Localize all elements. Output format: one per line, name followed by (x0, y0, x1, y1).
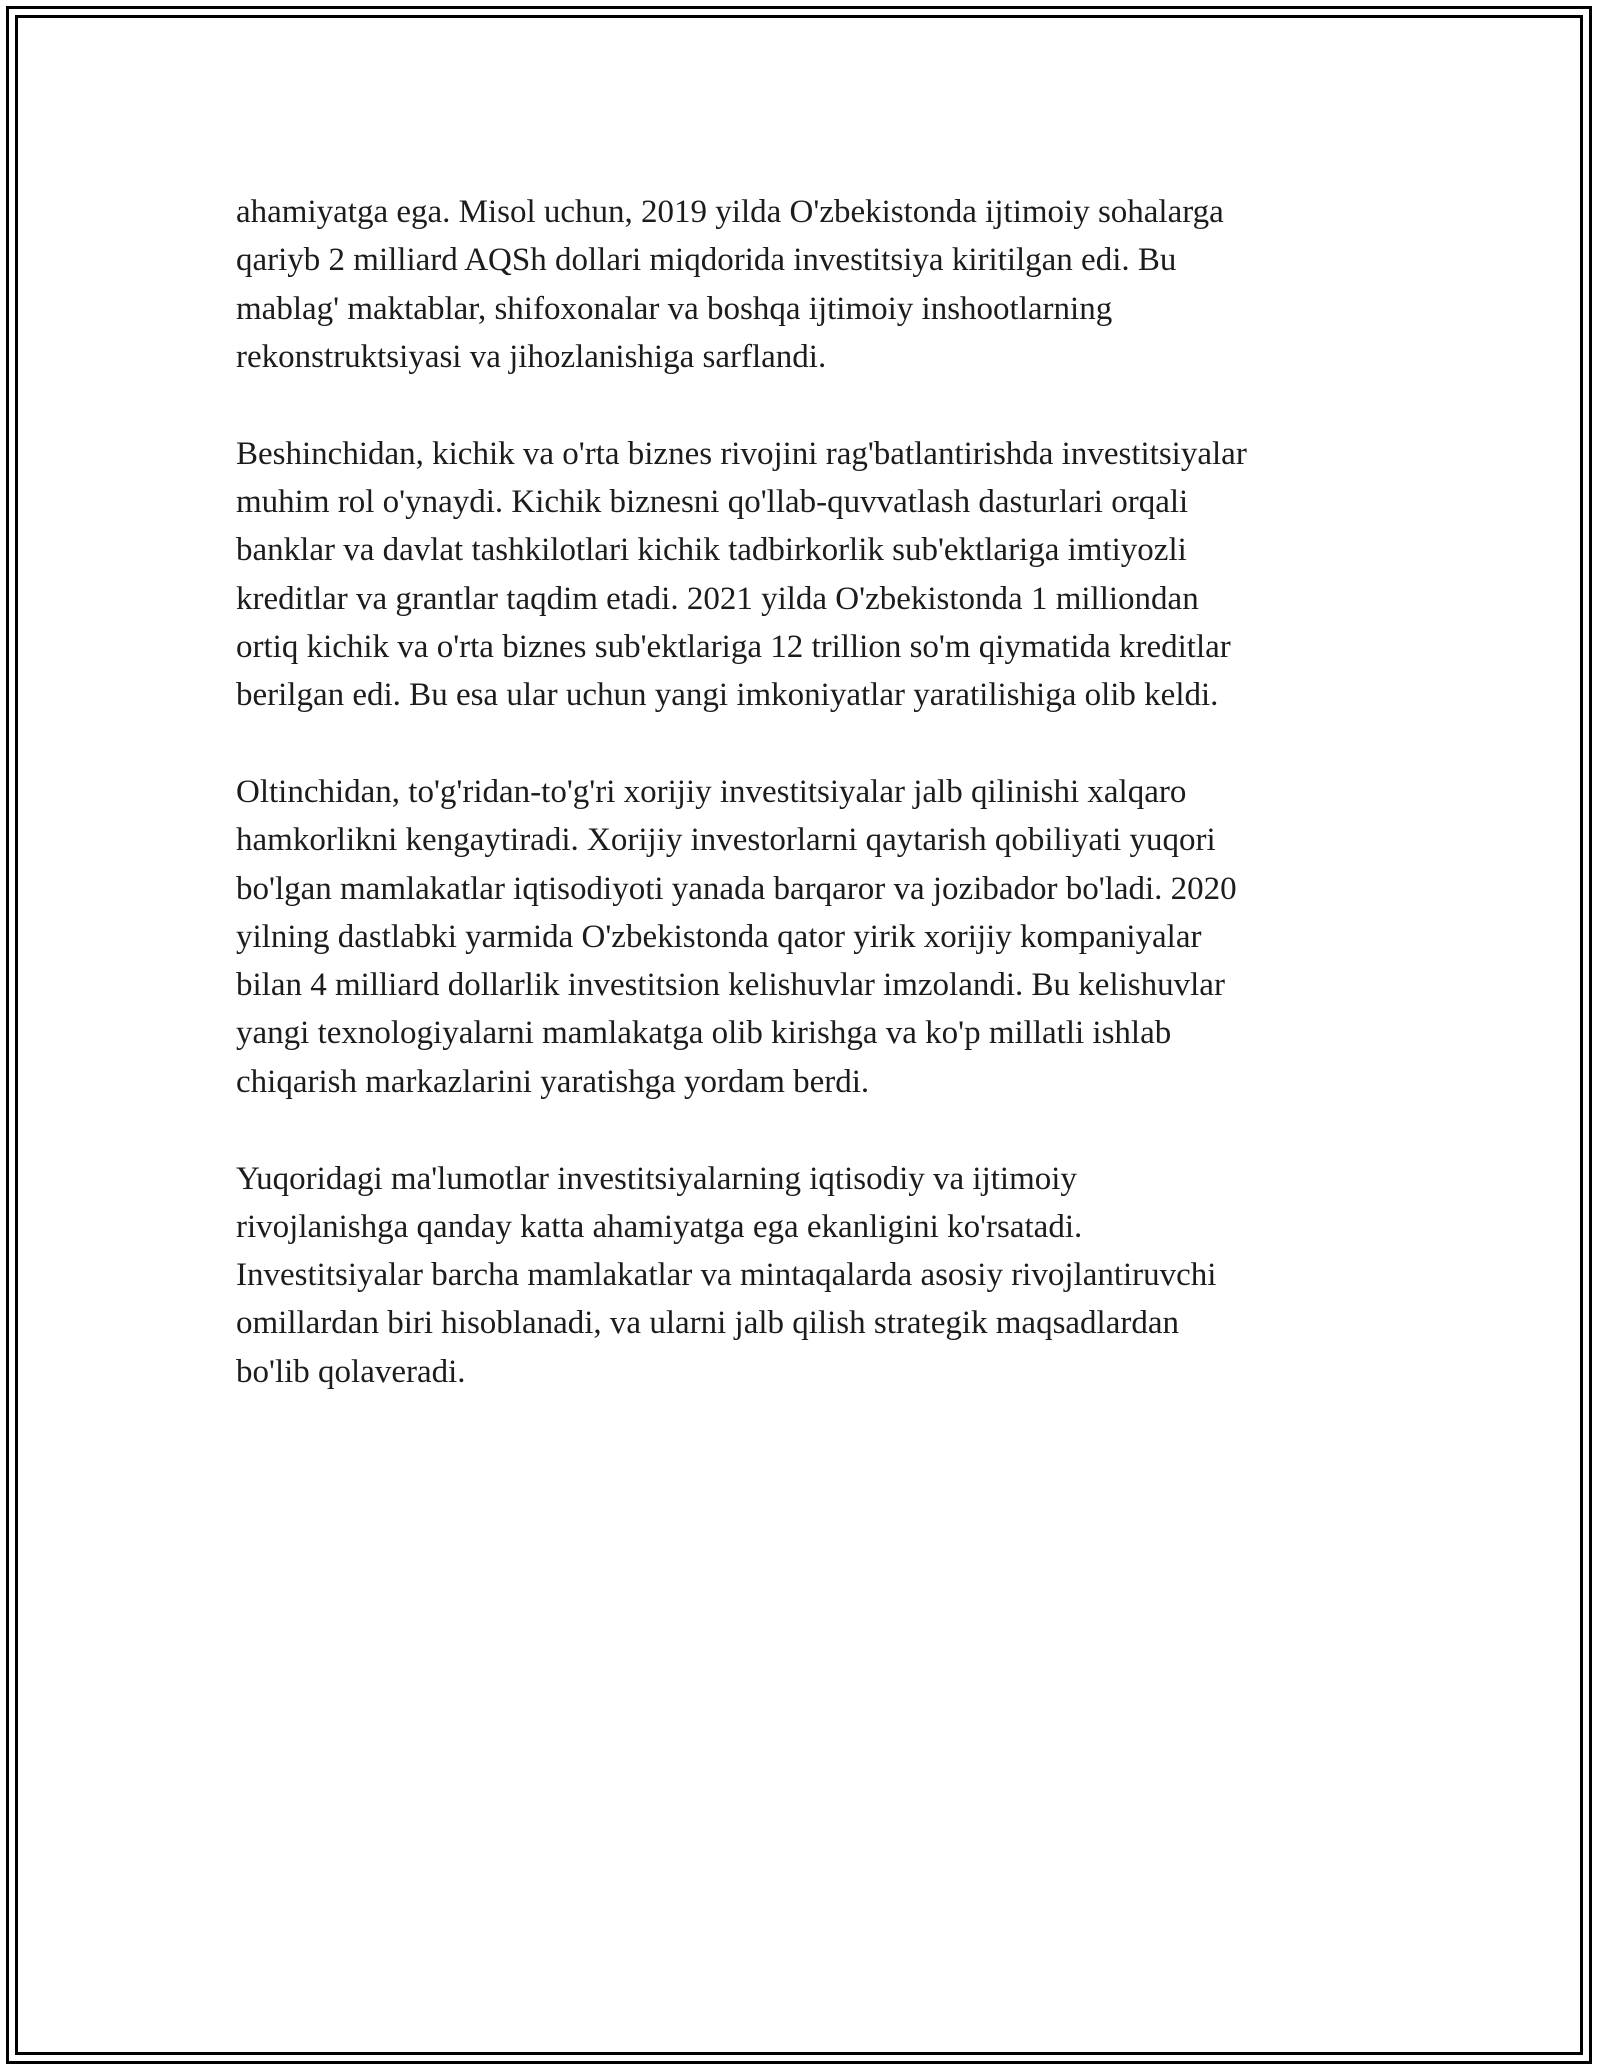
document-body (236, 188, 1396, 1445)
paragraph-social-investment: ahamiyatga ega. Misol uchun, 2019 yilda O'zbekistonda ijtimoiy sohalarga qariyb 2 milliard AQSh dollari miqdorida investitsiya kiritilgan edi. Bu mablag' maktablar, shifoxonalar va boshqa ijtimoiy inshootlarning rekonstruktsiyasi va jihozlanishiga sarflandi. (236, 194, 1224, 375)
paragraph-foreign-investment: Oltinchidan, to'g'ridan-to'g'ri xorijiy investitsiyalar jalb qilinishi xalqaro hamkorlikni kengaytiradi. Xorijiy investorlarni qaytarish qobiliyati yuqori bo'lgan mamlakatlar iqtisodiyoti yanada barqaror va jozibador bo'ladi. 2020 yilning dastlabki yarmida O'zbekistonda qator yirik xorijiy kompaniyalar bilan 4 milliard dollarlik investitsion kelishuvlar imzolandi. Bu kelishuvlar yangi texnologiyalarni mamlakatga olib kirishga va ko'p millatli ishlab chiqarish markazlarini yaratishga yordam berdi. (236, 773, 1237, 1100)
paragraph-small-business: Beshinchidan, kichik va o'rta biznes rivojini rag'batlantirishda investitsiyalar muhim rol o'ynaydi. Kichik biznesni qo'llab-quvvatlash dasturlari orqali banklar va davlat tashkilotlari kichik tadbirkorlik sub'ektlariga imtiyozli kreditlar va grantlar taqdim etadi. 2021 yilda O'zbekistonda 1 milliondan ortiq kichik va o'rta biznes sub'ektlariga 12 trillion so'm qiymatida kreditlar berilgan edi. Bu esa ular uchun yangi imkoniyatlar yaratilishiga olib keldi. (236, 435, 1247, 714)
paragraph-conclusion: Yuqoridagi ma'lumotlar investitsiyalarning iqtisodiy va ijtimoiy rivojlanishga qanday katta ahamiyatga ega ekanligini ko'rsatadi. Investitsiyalar barcha mamlakatlar va mintaqalarda asosiy rivojlantiruvchi omillardan biri hisoblanadi, va ularni jalb qilish strategik maqsadlardan bo'lib qolaveradi. (236, 1160, 1217, 1390)
